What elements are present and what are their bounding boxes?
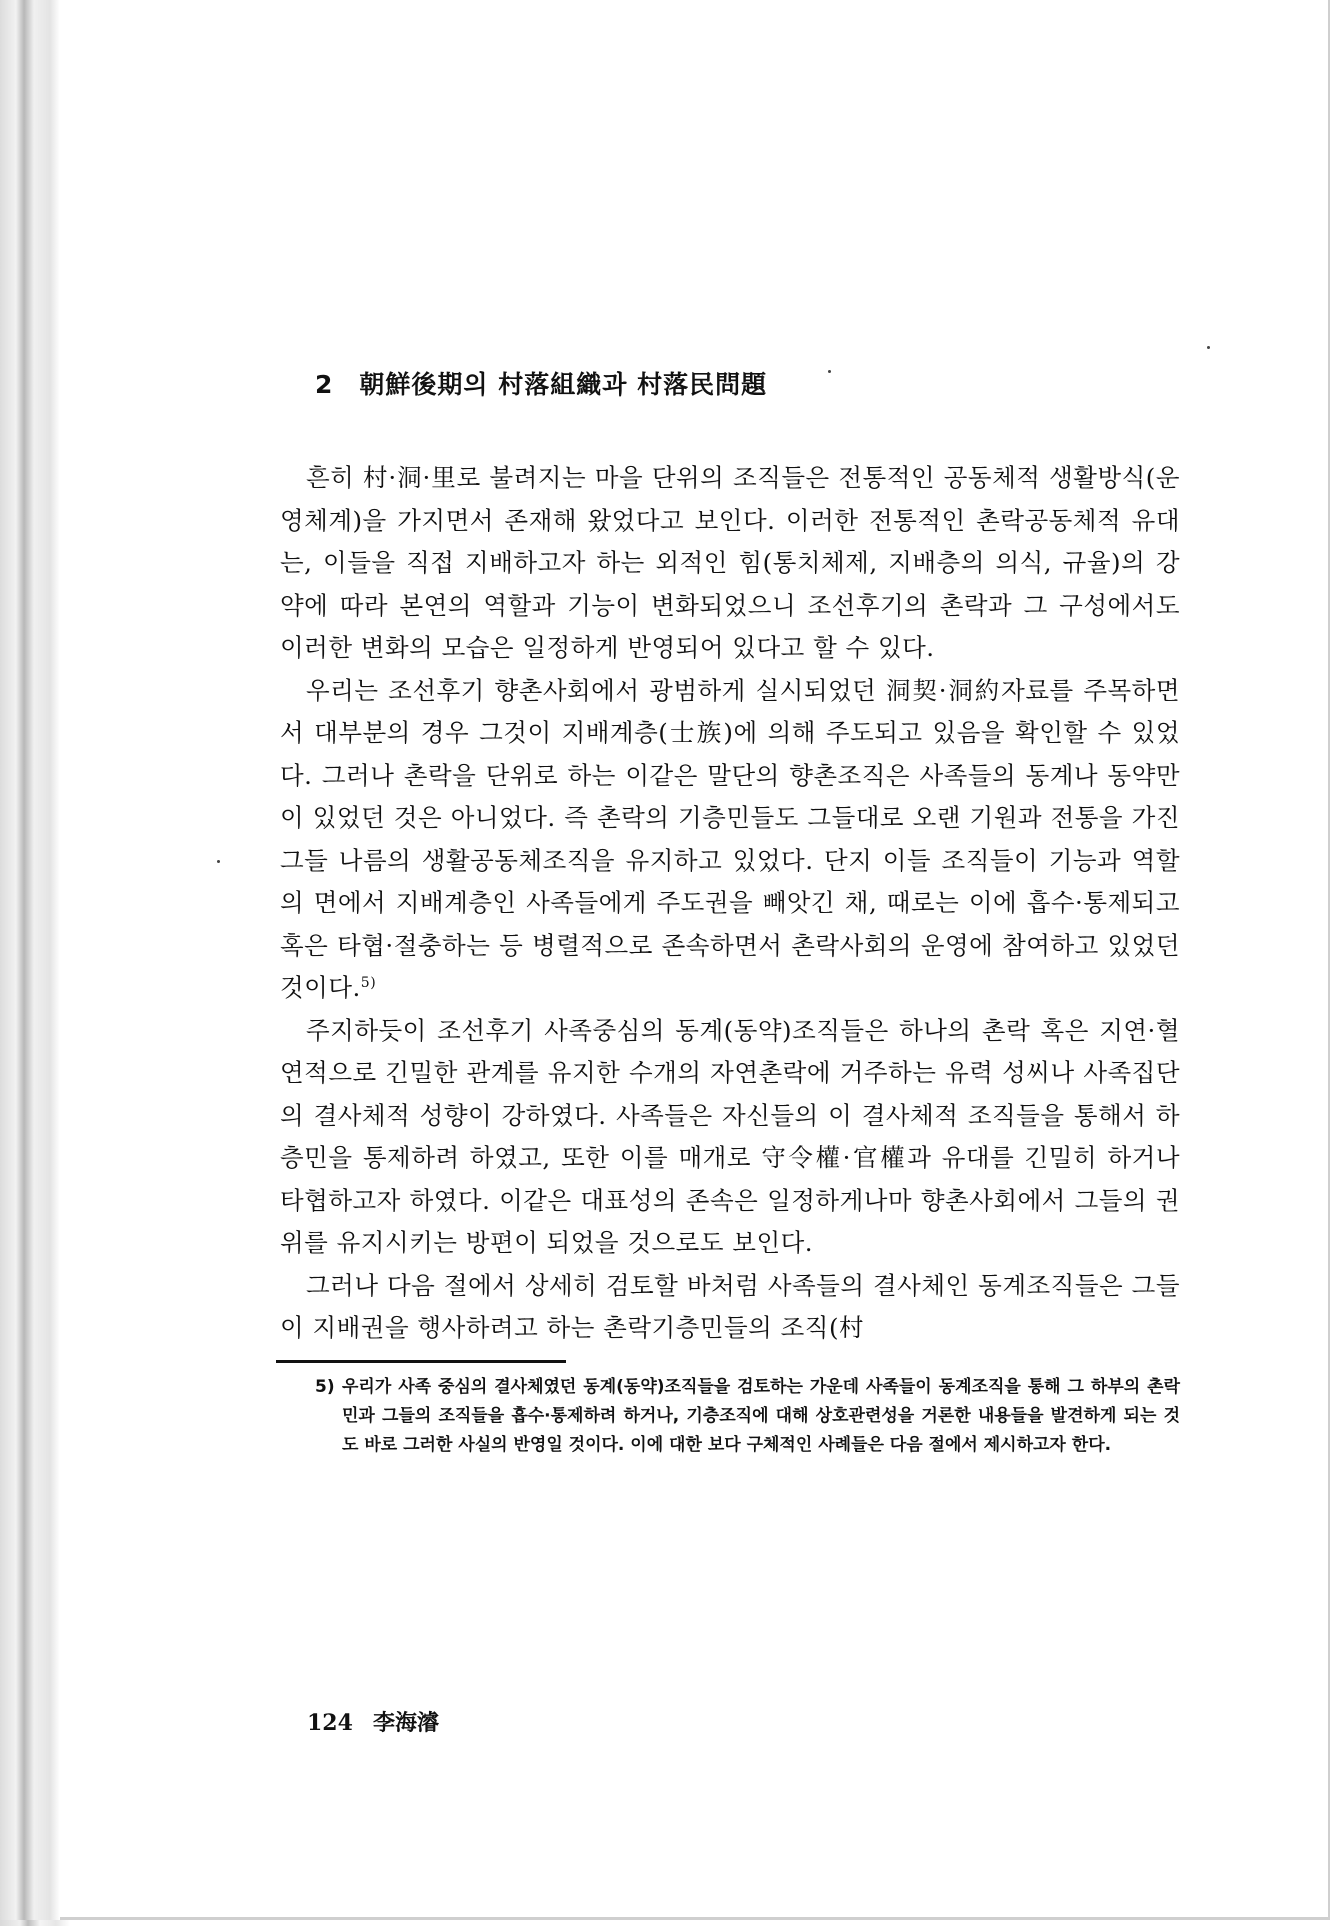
footnote-marker: 5) xyxy=(360,974,377,991)
footnote-number: 5) xyxy=(315,1376,335,1397)
footnote xyxy=(315,1373,1180,1460)
section-heading xyxy=(315,365,1180,401)
body-text xyxy=(280,457,1180,1350)
page-folio xyxy=(307,1706,439,1737)
scan-speck xyxy=(1207,346,1210,349)
section-title: 朝鮮後期의 村落組織과 村落民問題 xyxy=(359,370,768,399)
scan-speck xyxy=(217,860,220,863)
paragraph-3: 주지하듯이 조선후기 사족중심의 동계(동약)조직들은 하나의 촌락 혹은 지연·혈연적으로 긴밀한 관계를 유지한 수개의 자연촌락에 거주하는 유력 성씨나 사족집단의 결사체적 성향이 강하였다. 사족들은 자신들의 이 결사체적 조직들을 통해서 하층민을 통제하려 하였고, 또한 이를 매개로 守令權·官權과 유대를 긴밀히 하거나 타협하고자 하였다. 이같은 대표성의 존속은 일정하게나마 향촌사회에서 그들의 권위를 유지시키는 방편이 되었을 것으로도 보인다. xyxy=(280,1015,1180,1257)
page-number: 124 xyxy=(307,1710,353,1736)
footnote-rule xyxy=(276,1360,566,1363)
paragraph-4: 그러나 다음 절에서 상세히 검토할 바처럼 사족들의 결사체인 동계조직들은 그들이 지배권을 행사하려고 하는 촌락기층민들의 조직(村 xyxy=(280,1270,1180,1342)
paragraph-1: 흔히 村·洞·里로 불려지는 마을 단위의 조직들은 전통적인 공동체적 생활방식(운영체계)을 가지면서 존재해 왔었다고 보인다. 이러한 전통적인 촌락공동체적 유대는, 이들을 직접 지배하고자 하는 외적인 힘(통치체제, 지배층의 의식, 규율)의 강약에 따라 본연의 역할과 기능이 변화되었으니 조선후기의 촌락과 그 구성에서도 이러한 변화의 모습은 일정하게 반영되어 있다고 할 수 있다. xyxy=(280,463,1180,662)
page-content xyxy=(280,365,1180,1460)
running-author: 李海濬 xyxy=(372,1710,439,1736)
paragraph-2 xyxy=(280,670,1180,1010)
footnote-text: 우리가 사족 중심의 결사체였던 동계(동약)조직들을 검토하는 가운데 사족들이 동계조직을 통해 그 하부의 촌락민과 그들의 조직들을 흡수·통제하려 하거나, 기층조직에 대해 상호관련성을 거론한 내용들을 발견하게 되는 것도 바로 그러한 사실의 반영일 것이다. 이에 대한 보다 구체적인 사례들은 다음 절에서 제시하고자 한다. xyxy=(342,1376,1180,1455)
paragraph-2-text: 우리는 조선후기 향촌사회에서 광범하게 실시되었던 洞契·洞約자료를 주목하면서 대부분의 경우 그것이 지배계층(士族)에 의해 주도되고 있음을 확인할 수 있었다. 그러나 촌락을 단위로 하는 이같은 말단의 향촌조직은 사족들의 동계나 동약만이 있었던 것은 아니었다. 즉 촌락의 기층민들도 그들대로 오랜 기원과 전통을 가진 그들 나름의 생활공동체조직을 유지하고 있었다. 단지 이들 조직들이 기능과 역할의 면에서 지배계층인 사족들에게 주도권을 빼앗긴 채, 때로는 이에 흡수·통제되고 혹은 타협·절충하는 등 병렬적으로 존속하면서 촌락사회의 운영에 참여하고 있었던 것이다. xyxy=(280,675,1180,1002)
section-number: 2 xyxy=(315,370,334,399)
